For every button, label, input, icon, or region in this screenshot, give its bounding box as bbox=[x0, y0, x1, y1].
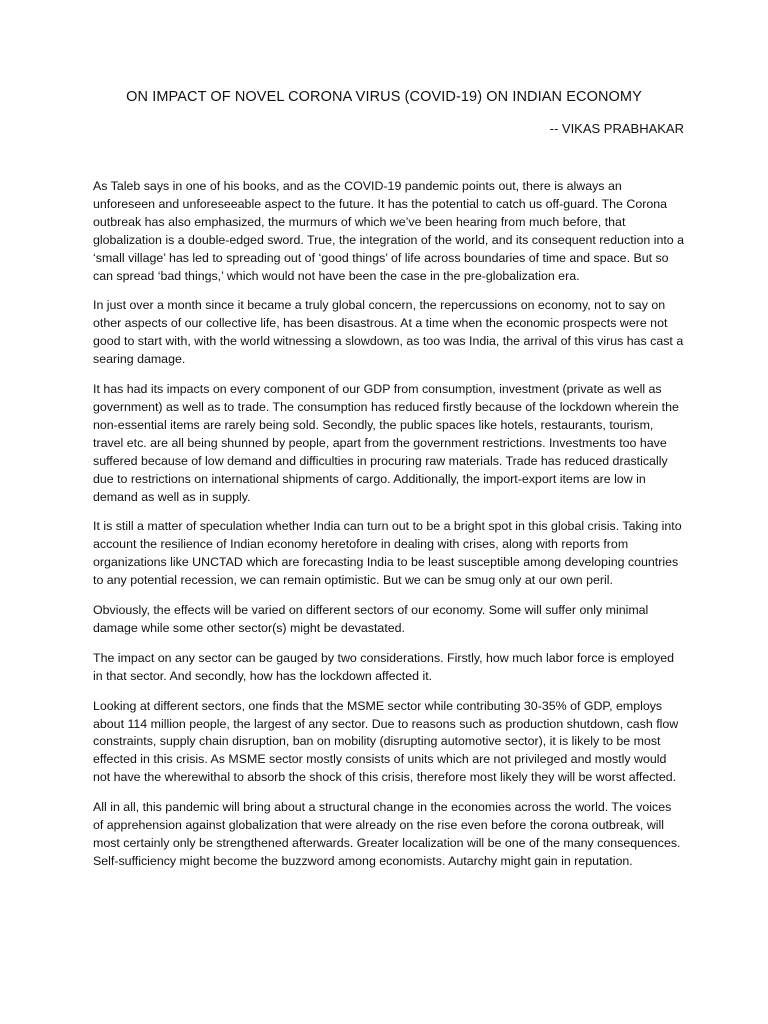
paragraph-5: Obviously, the effects will be varied on different sectors of our economy. Some will suffer only minimal damage while some other sector(s) might be devastated. bbox=[93, 603, 649, 635]
paragraph-3: It has had its impacts on every component of our GDP from consumption, investment (private as well as government) as well as to trade. The consumption has reduced firstly because of the lockdown wherein the non-essential items are rarely being sold. Secondly, the public spaces like hotels, restaurants, tourism, travel etc. are all being shunned by people, apart from the government restrictions. Investments too have suffered because of low demand and difficulties in procuring raw materials. Trade has reduced drastically due to restrictions on international shipments of cargo. Additionally, the import-export items are low in demand as well as in supply. bbox=[93, 382, 679, 504]
document-title: ON IMPACT OF NOVEL CORONA VIRUS (COVID-19) ON INDIAN ECONOMY bbox=[126, 89, 642, 105]
document-author: -- VIKAS PRABHAKAR bbox=[549, 121, 684, 136]
paragraph-2: In just over a month since it became a truly global concern, the repercussions on economy, not to say on other aspects of our collective life, has been disastrous. At a time when the economic prospects were not good to start with, with the world witnessing a slowdown, as too was India, the arrival of this virus has cast a searing damage. bbox=[93, 298, 684, 367]
paragraph-1: As Taleb says in one of his books, and as the COVID-19 pandemic points out, there is always an unforeseen and unforeseeable aspect to the future. It has the potential to catch us off-guard. The Corona outbreak has also emphasized, the murmurs of which we’ve been hearing from much before, that globalization is a double-edged sword. True, the integration of the world, and its consequent reduction into a ‘small village’ has led to spreading out of ‘good things’ of life across boundaries of time and space. But so can spread ‘bad things,’ which would not have been the case in the pre-globalization era. bbox=[93, 179, 684, 283]
paragraph-7: Looking at different sectors, one finds that the MSME sector while contributing 30-35% of GDP, employs about 114 million people, the largest of any sector. Due to reasons such as production shutdown, cash flow constraints, supply chain disruption, ban on mobility (disrupting automotive sector), it is likely to be most effected in this crisis. As MSME sector mostly consists of units which are not privileged and mostly would not have the wherewithal to absorb the shock of this crisis, therefore most likely they will be worst affected. bbox=[93, 698, 679, 785]
paragraph-4: It is still a matter of speculation whether India can turn out to be a bright spot in this global crisis. Taking into account the resilience of Indian economy heretofore in dealing with crises, along with reports from organizations like UNCTAD which are forecasting India to be least susceptible among developing countries to any potential recession, we can remain optimistic. But we can be smug only at our own peril. bbox=[93, 519, 682, 588]
paragraph-6: The impact on any sector can be gauged by two considerations. Firstly, how much labor force is employed in that sector. And secondly, how has the lockdown affected it. bbox=[93, 650, 675, 683]
document-body bbox=[93, 178, 685, 883]
paragraph-8: All in all, this pandemic will bring about a structural change in the economies across the world. The voices of apprehension against globalization that were already on the rise even before the corona outbreak, will most certainly only be strengthened afterwards. Greater localization will be one of the many consequences. Self-sufficiency might become the buzzword among economists. Autarchy might gain in reputation. bbox=[93, 800, 681, 868]
